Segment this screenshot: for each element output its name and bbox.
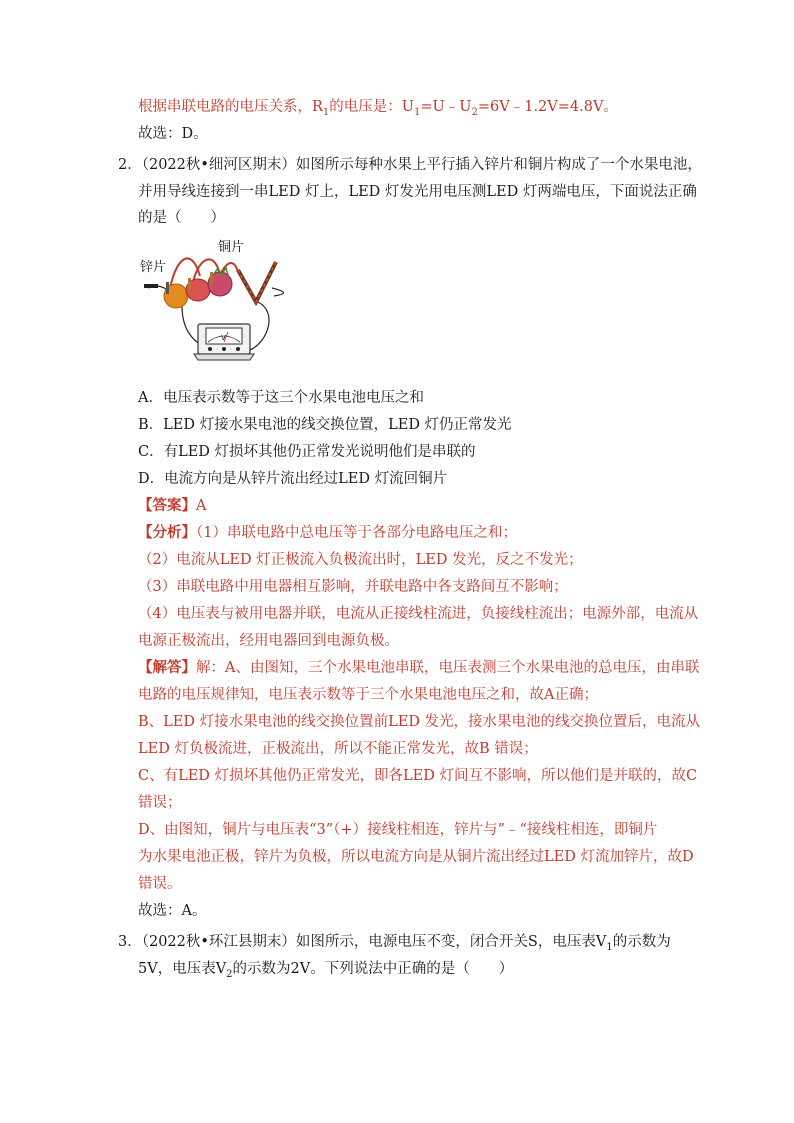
solution-line-3: B、LED 灯接水果电池的线交换位置前LED 发光，接水果电池的线交换位置后，电流从: [138, 714, 701, 730]
option-d: D．电流方向是从锌片流出经过LED 灯流回铜片: [138, 471, 448, 487]
text: =U﹣U: [420, 99, 472, 115]
text: 5V，电压表V: [138, 961, 227, 977]
analysis-line-3: （3）串联电路中用电器相互影响，并联电路中各支路间互不影响；: [138, 579, 568, 595]
text: =6V﹣1.2V=4.8V。: [477, 99, 618, 115]
option-a: A．电压表示数等于这三个水果电池电压之和: [138, 390, 424, 406]
text: 的示数为: [612, 934, 671, 950]
subscript: 1: [606, 941, 613, 953]
text: 3．（2022秋•环江县期末）如图所示，电源电压不变，闭合开关S，电压表V: [118, 934, 607, 950]
prev-choice: 故选：D。: [138, 126, 208, 142]
option-c: C．有LED 灯损坏其他仍正常发光说明他们是串联的: [138, 444, 476, 460]
solution-text: 解：A、由图知，三个水果电池串联，电压表测三个水果电池的总电压，由串联: [196, 660, 700, 676]
prev-solution-line: [138, 98, 618, 116]
label-copper: 铜片: [218, 240, 245, 255]
q2-stem-line-3: 的是（ ）: [138, 210, 225, 226]
q3-stem-line-2: [138, 960, 513, 978]
solution-line-8: 为水果电池正极，锌片为负极，所以电流方向是从铜片流出经过LED 灯流加锌片，故D: [138, 849, 694, 865]
analysis-tag: 【分析】: [138, 524, 196, 541]
subscript: 1: [414, 106, 421, 118]
solution-line-5: C、有LED 灯损坏其他仍正常发光，即各LED 灯间互不影响，所以他们是并联的，故C: [138, 768, 698, 784]
analysis-line-5: 电源正极流出，经用电器回到电源负极。: [138, 633, 399, 649]
fruit-battery-illustration: [138, 232, 288, 372]
analysis-line-2: （2）电流从LED 灯正极流入负极流出时，LED 发光，反之不发光；: [138, 552, 583, 568]
subscript: 2: [226, 968, 233, 980]
subscript: 2: [471, 106, 478, 118]
solution-line-4: LED 灯负极流进，正极流出，所以不能正常发光，故B 错误；: [138, 741, 538, 757]
answer-value: A: [196, 498, 207, 514]
q3-stem-line-1: [118, 933, 671, 951]
solution-line-9: 错误。: [138, 876, 182, 892]
analysis-line-4: （4）电压表与被用电器并联，电流从正接线柱流进，负接线柱流出；电源外部，电流从: [138, 606, 699, 622]
solution-line-2: 电路的电压规律知，电压表示数等于三个水果电池电压之和，故A正确；: [138, 687, 598, 703]
solution-line-1: [138, 659, 699, 677]
q2-choice: 故选：A。: [138, 903, 207, 919]
text: 的电压是：U: [329, 99, 415, 115]
solution-tag: 【解答】: [138, 659, 196, 676]
fruit-battery-figure: [138, 232, 288, 372]
q2-stem-line-2: 并用导线连接到一串LED 灯上，LED 灯发光用电压测LED 灯两端电压，下面说法正确: [138, 184, 697, 200]
text: 根据串联电路的电压关系，R: [138, 99, 323, 115]
meter-letter: V: [221, 334, 226, 342]
solution-line-7: D、由图知，铜片与电压表“3”（+）接线柱相连，锌片与”﹣“接线柱相连，即铜片: [138, 822, 658, 838]
option-b: B．LED 灯接水果电池的线交换位置，LED 灯仍正常发光: [138, 417, 512, 433]
answer-tag: 【答案】: [138, 497, 196, 514]
label-zinc: 锌片: [140, 260, 167, 275]
q2-stem-line-1: 2．（2022秋•细河区期末）如图所示每种水果上平行插入锌片和铜片构成了一个水果电池，: [118, 157, 702, 173]
analysis-text: （1）串联电路中总电压等于各部分电路电压之和；: [196, 525, 517, 541]
subscript: 1: [322, 106, 330, 118]
analysis-line-1: [138, 524, 517, 542]
answer-line: [138, 497, 206, 515]
solution-line-6: 错误；: [138, 795, 182, 811]
text: 的示数为2V。下列说法中正确的是（ ）: [232, 961, 514, 977]
